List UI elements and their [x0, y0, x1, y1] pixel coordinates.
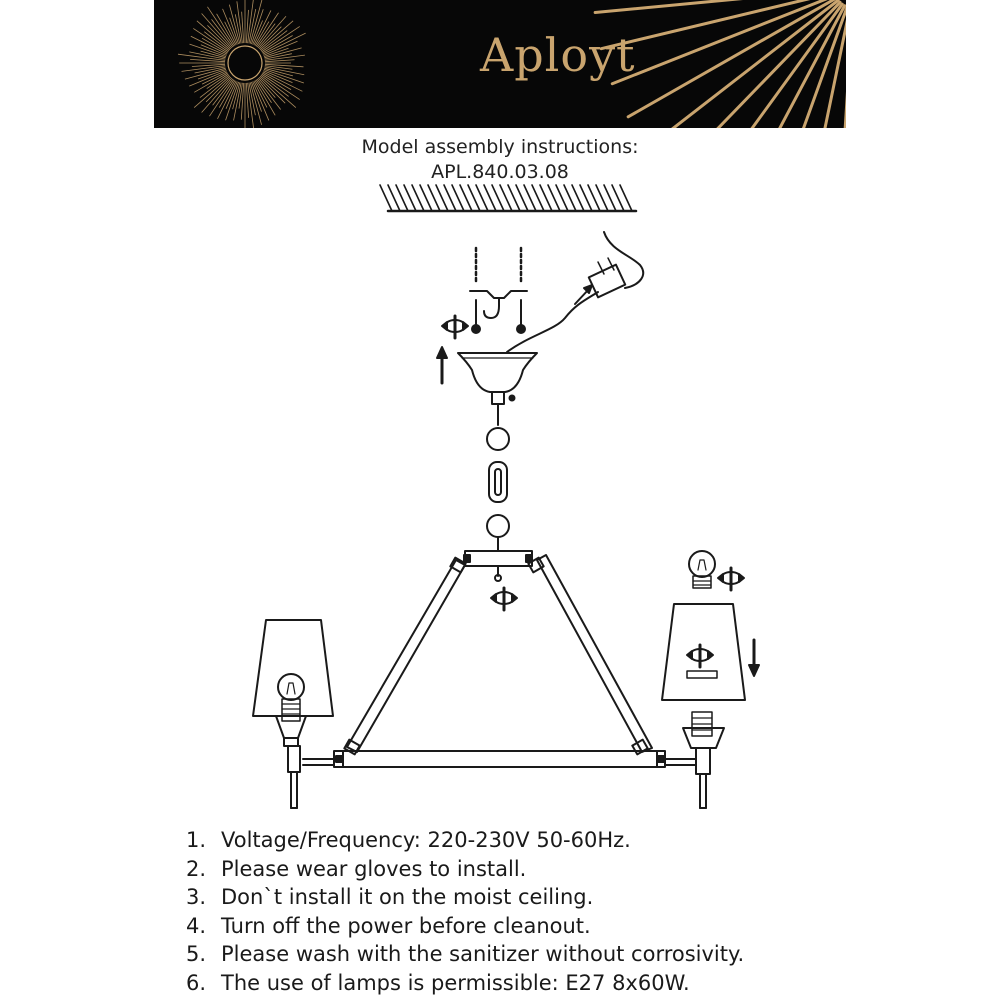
document-title: Model assembly instructions:	[361, 136, 639, 158]
list-item	[186, 883, 744, 912]
instructions-list	[186, 826, 744, 997]
brand-banner	[154, 0, 846, 128]
assembly-diagram	[0, 180, 1000, 820]
list-item	[186, 969, 744, 998]
list-text: Please wash with the sanitizer without corrosivity.	[221, 942, 745, 966]
rotate-icon	[718, 568, 744, 590]
list-number: 1.	[186, 828, 207, 852]
arrow-down-icon	[749, 640, 759, 676]
list-item	[186, 855, 744, 884]
frame-arm	[344, 555, 652, 754]
canopy	[458, 353, 537, 404]
list-text: Turn off the power before cleanout.	[221, 913, 591, 938]
list-text: Voltage/Frequency: 220-230V 50-60Hz.	[221, 828, 631, 852]
ceiling-hook-icon	[470, 291, 527, 318]
lamp-holder	[276, 716, 306, 808]
list-number: 4.	[186, 913, 207, 938]
list-number: 6.	[186, 970, 207, 995]
chain-icon	[487, 404, 509, 551]
list-number: 5.	[186, 942, 207, 966]
model-number: APL.840.03.08	[431, 161, 569, 183]
rotate-icon	[491, 588, 517, 610]
list-item	[186, 940, 744, 969]
list-number: 2.	[186, 856, 207, 881]
light-bulb-icon	[689, 551, 715, 588]
wire-connector-icon	[507, 232, 643, 352]
list-text: The use of lamps is permissible: E27 8x60W.	[221, 970, 690, 995]
lamp-shade-icon	[662, 604, 745, 700]
hub	[464, 551, 532, 581]
rotate-icon	[687, 645, 713, 667]
list-text: Don`t install it on the moist ceiling.	[221, 885, 594, 909]
light-bulb-icon	[278, 674, 304, 721]
lamp-shade-icon	[253, 620, 333, 716]
ceiling-hatch-icon	[380, 185, 636, 211]
list-number: 3.	[186, 885, 207, 909]
brand-logo: Aployt	[480, 28, 636, 82]
list-item	[186, 912, 744, 941]
rotate-icon	[442, 316, 468, 338]
list-item	[186, 826, 744, 855]
list-text: Please wear gloves to install.	[221, 856, 527, 881]
arrow-up-icon	[437, 347, 447, 383]
